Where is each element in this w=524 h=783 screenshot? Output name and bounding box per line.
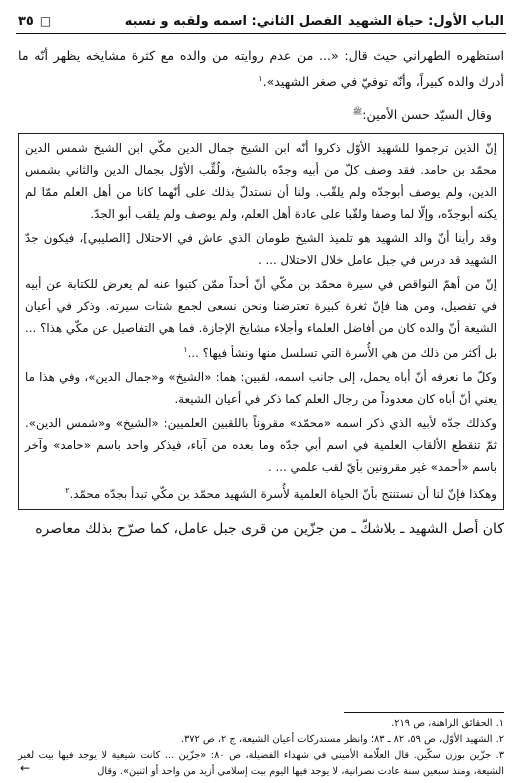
quote-paragraph [25, 273, 497, 364]
main-text [18, 44, 504, 549]
quote-paragraph-text: إنّ من أهمّ النواقص في سيرة محمّد بن مكّي أنّ أحداً ممّن كتبوا عنه لم يعرض للكتابة عن أبيه في تفصيل، ومن هنا فإنّ ثغرة كبيرة تعترضنا ونحن نسعى لجمع شتات سيرته. وذكر في أعيان الشيعة أنّ والده كان من أفاضل العلماء وأجلاء مشايخ الإجازة. فما هي التفاصيل عن مكّي هذا؟ ... بل أكثر من ذلك من هي الأُسرة التي تسلسل منها ونشأ فيها؟ ... [25, 277, 497, 361]
quote-box [18, 133, 504, 510]
footnotes [18, 716, 504, 780]
chapter-title: الباب الأول: حياة الشهيد [347, 13, 504, 29]
footnote-ref[interactable]: ٢ [65, 486, 70, 496]
quote-paragraph: إنّ الذين ترجموا للشهيد الأوّل ذكروا أنّه ابن الشيخ جمال الدين مكّي ابن الشيخ شمس الدين محمّد بن حامد. فقد وصف كلّ من أبيه وجدّه بالشيخ، ولُقِّب الأوّل بجمال الدين والثاني بشمس الدين، ولم يوصف أبوجدّه ولم يلقّب. ولنا أن نستدلّ بذلك على أنّهما كانا من أهل العلم ممّا لم يكنه أبوجدّه، وإلّا لما وصفا ولقّبا على عادة أهل العلم، ولم يوصف ولم يلقب أبو الجدّ. [25, 141, 497, 222]
quote-paragraph [25, 480, 497, 505]
section-title: الفصل الثاني: اسمه ولقبه و نسبه [124, 13, 342, 29]
separator-box-icon: □ [39, 14, 52, 28]
footnote-ref[interactable]: ١ [183, 345, 188, 355]
quote-paragraph: وكذلك جدّه لأبيه الذي ذكر اسمه «محمّد» مقروناً باللقبين العلميين: «الشيخ» و«شمس الدين». ثمّ تنقطع الألقاب العلمية في اسم أبي جدّه وما بعده من آباء، فيذكر واحد باسم «حامد» وآخر باسم «أحمد» غير مقرونين بأيّ لقب علمي ... . [25, 416, 497, 475]
footnote-rule [344, 712, 504, 713]
paragraph-1 [18, 44, 504, 93]
paragraph-2 [18, 100, 492, 126]
header-page [18, 14, 51, 29]
continue-arrow-icon: ← [20, 761, 31, 775]
quote-paragraph: وكلّ ما نعرفه أنّ أباه يحمل، إلى جانب اسمه، لقبين: هما: «الشيخ» و«جمال الدين»، وفي هذا ما يعني أنّ أباه كان معدوداً من رجال العلم كما ذكر في أعيان الشيعة. [25, 370, 497, 407]
footnote-3: ٣. جزّين بوزن سكّين. قال العلّامة الأميني في شهداء الفضيلة، ص ٨٠: «جزّين ... كانت شيعية لا يوجد فيها بيت لغير الشيعة، ومنذ سبعين سنة عادت نصرانية، لا يوجد فيها اليوم بيت إسلامي أزيد من واحد أو اثنين». وقال [18, 750, 504, 777]
quote-paragraph: وقد رأينا أنّ والد الشهيد هو تلميذ الشيخ طومان الذي عاش في الاحتلال [الصليبي]، فيكون جدّ الشهيد قد درس في جبل عامل خلال الاحتلال ... . [25, 231, 497, 268]
paragraph-3-text: كان أصل الشهيد ـ بلاشكّ ـ من جزّين من قرى جبل عامل، كما صرّح بذلك معاصره [35, 521, 504, 538]
page-number: ٣٥ [18, 13, 34, 29]
footnote-1: ١. الحقائق الراهنة، ص ٢١٩. [391, 718, 504, 729]
paragraph-1-text: استظهره الطهراني حيث قال: «... من عدم روايته من والده مع كثرة مشايخه يظهر أنّه ما أدرك والده كبيراً، وأنّه توفيّ في صغر الشهيد». [18, 48, 504, 90]
running-header [18, 10, 504, 32]
footnote-ref[interactable]: ١ [258, 74, 263, 83]
footnote-2: ٢. الشهيد الأوّل، ص ٥٩، ٨٢ ـ ٨٣؛ وانظر مستدركات أعيان الشيعة، ج ٢، ص ٣٧٢. [180, 734, 504, 745]
header-rule [16, 33, 506, 34]
paragraph-3 [18, 516, 504, 542]
header-titles [125, 14, 504, 29]
paragraph-2-text: وقال السيّد حسن الأمين: [362, 107, 492, 123]
quote-paragraph-text: وهكذا فإنّ لنا أن نستنتج بأنّ الحياة العلمية لأُسرة الشهيد محمّد بن مكّي تبدأ بجدّه محمّد. [69, 487, 497, 502]
honorific-icon: ﷺ [352, 107, 363, 117]
